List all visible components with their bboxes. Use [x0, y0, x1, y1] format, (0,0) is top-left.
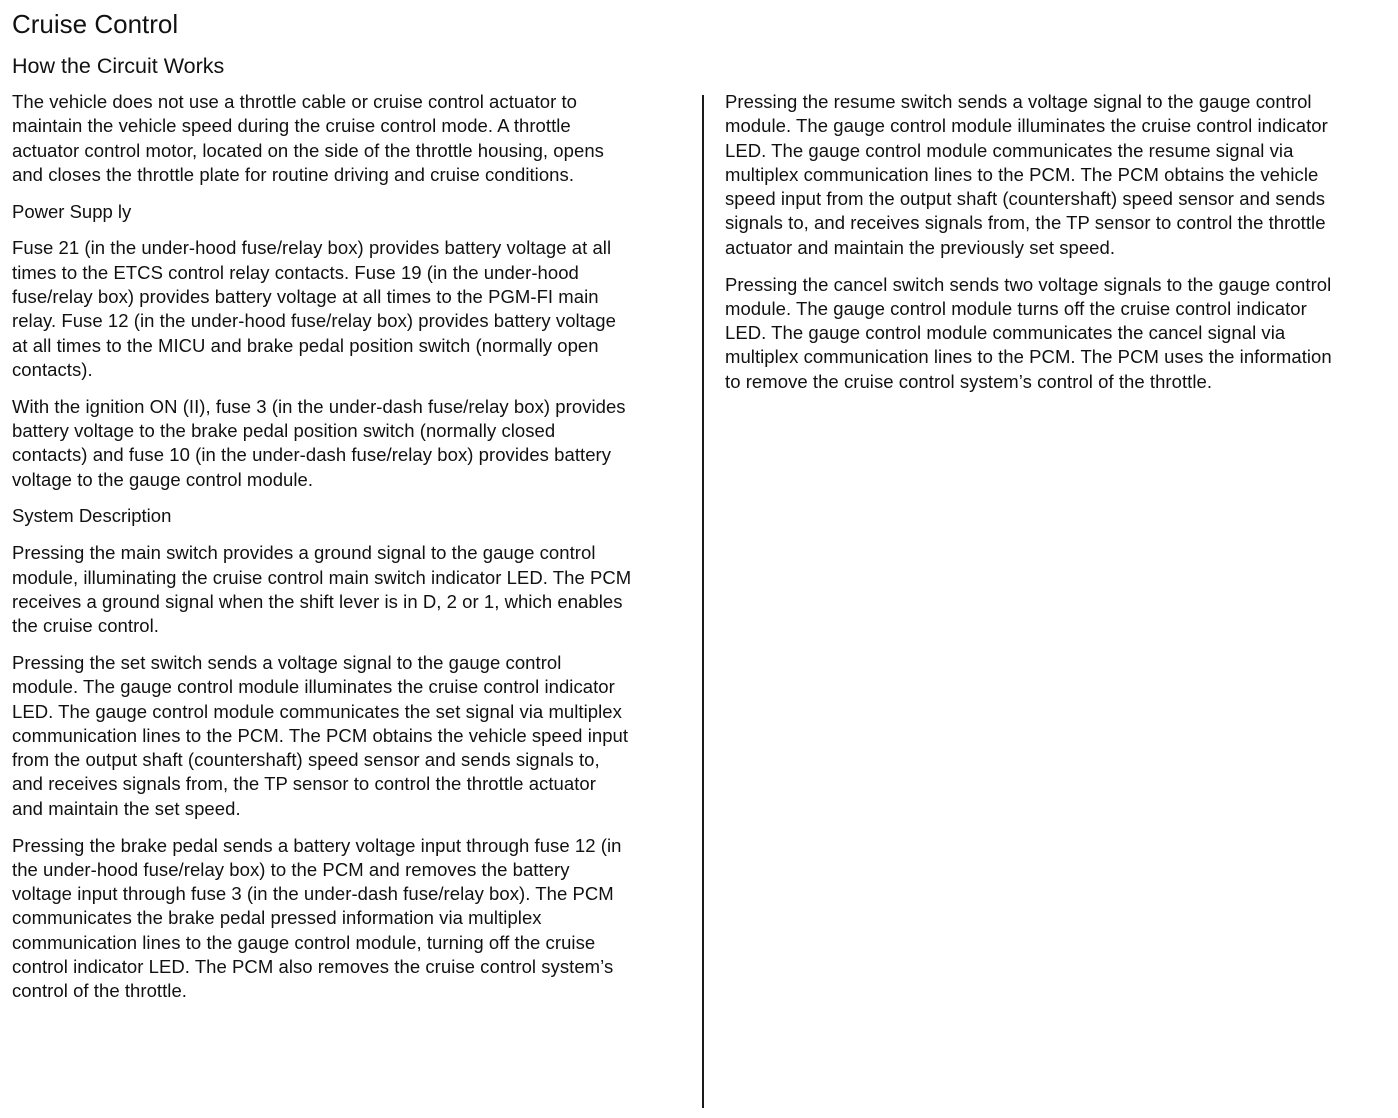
- text-line: Pressing the cancel switch sends two voltage signals to the gauge control: [725, 273, 1332, 295]
- power-supply-heading: Power Supp ly: [12, 200, 132, 222]
- power-supply-paragraph-fuses: [12, 236, 692, 382]
- text-line: maintain the vehicle speed during the cruise control mode. A throttle: [12, 115, 571, 137]
- text-line: fuse/relay box) provides battery voltage at all times to the PGM-FI main: [12, 286, 599, 308]
- text-line: relay. Fuse 12 (in the under-hood fuse/relay box) provides battery voltage: [12, 310, 616, 332]
- text-line: multiplex communication lines to the PCM. The PCM uses the information: [725, 346, 1332, 368]
- column-divider: [702, 95, 704, 1108]
- text-line: receives a ground signal when the shift lever is in D, 2 or 1, which enables: [12, 590, 623, 612]
- left-column: [12, 90, 692, 1016]
- text-line: Pressing the set switch sends a voltage signal to the gauge control: [12, 651, 562, 673]
- cancel-switch-paragraph: [725, 273, 1390, 394]
- text-line: With the ignition ON (II), fuse 3 (in the under-dash fuse/relay box) provides: [12, 395, 626, 417]
- text-line: contacts) and fuse 10 (in the under-dash fuse/relay box) provides battery: [12, 444, 612, 466]
- text-line: control of the throttle.: [12, 980, 187, 1002]
- text-line: the under-hood fuse/relay box) to the PCM and removes the battery: [12, 858, 570, 880]
- text-line: from the output shaft (countershaft) speed sensor and sends signals to,: [12, 749, 600, 771]
- text-line: Pressing the main switch provides a ground signal to the gauge control: [12, 542, 596, 564]
- text-line: module. The gauge control module illuminates the cruise control indicator: [725, 115, 1328, 137]
- text-line: actuator control motor, located on the side of the throttle housing, opens: [12, 139, 604, 161]
- text-line: and receives signals from, the TP sensor to control the throttle actuator: [12, 773, 596, 795]
- text-line: module, illuminating the cruise control main switch indicator LED. The PCM: [12, 566, 632, 588]
- text-line: speed input from the output shaft (countershaft) speed sensor and sends: [725, 188, 1326, 210]
- text-line: the cruise control.: [12, 615, 159, 637]
- text-line: LED. The gauge control module communicates the resume signal via: [725, 139, 1294, 161]
- main-switch-paragraph: [12, 541, 692, 638]
- text-line: module. The gauge control module illuminates the cruise control indicator: [12, 676, 615, 698]
- text-line: communication lines to the gauge control module, turning off the cruise: [12, 931, 596, 953]
- text-line: signals to, and receives signals from, the TP sensor to control the throttle: [725, 212, 1326, 234]
- text-line: and maintain the set speed.: [12, 797, 241, 819]
- text-line: Pressing the resume switch sends a voltage signal to the gauge control: [725, 91, 1312, 112]
- text-line: at all times to the MICU and brake pedal position switch (normally open: [12, 334, 599, 356]
- resume-switch-paragraph: [725, 90, 1390, 260]
- text-line: Fuse 21 (in the under-hood fuse/relay box) provides battery voltage at all: [12, 237, 612, 259]
- set-switch-paragraph: [12, 651, 692, 821]
- section-subtitle: How the Circuit Works: [12, 54, 225, 78]
- text-line: communicates the brake pedal pressed information via multiplex: [12, 907, 542, 929]
- right-column: [725, 90, 1390, 407]
- text-line: and closes the throttle plate for routine driving and cruise conditions.: [12, 163, 575, 185]
- text-line: battery voltage to the brake pedal position switch (normally closed: [12, 420, 556, 442]
- page-title: Cruise Control: [12, 9, 179, 39]
- text-line: LED. The gauge control module communicates the cancel signal via: [725, 322, 1286, 344]
- text-line: The vehicle does not use a throttle cable or cruise control actuator to: [12, 91, 578, 112]
- brake-pedal-paragraph: [12, 834, 692, 1004]
- text-line: Pressing the brake pedal sends a battery voltage input through fuse 12 (in: [12, 834, 622, 856]
- text-line: voltage input through fuse 3 (in the under-dash fuse/relay box). The PCM: [12, 883, 614, 905]
- text-line: module. The gauge control module turns off the cruise control indicator: [725, 297, 1307, 319]
- intro-paragraph: [12, 90, 692, 187]
- text-line: times to the ETCS control relay contacts. Fuse 19 (in the under-hood: [12, 261, 579, 283]
- text-line: voltage to the gauge control module.: [12, 468, 314, 490]
- text-line: actuator and maintain the previously set speed.: [725, 236, 1116, 258]
- text-line: contacts).: [12, 358, 93, 380]
- text-line: LED. The gauge control module communicates the set signal via multiplex: [12, 700, 622, 722]
- text-line: control indicator LED. The PCM also removes the cruise control system’s: [12, 956, 614, 977]
- text-line: to remove the cruise control system’s control of the throttle.: [725, 370, 1213, 392]
- text-line: multiplex communication lines to the PCM. The PCM obtains the vehicle: [725, 163, 1319, 185]
- text-line: communication lines to the PCM. The PCM obtains the vehicle speed input: [12, 724, 629, 746]
- system-description-heading: System Description: [12, 505, 172, 527]
- power-supply-paragraph-ignition: [12, 395, 692, 492]
